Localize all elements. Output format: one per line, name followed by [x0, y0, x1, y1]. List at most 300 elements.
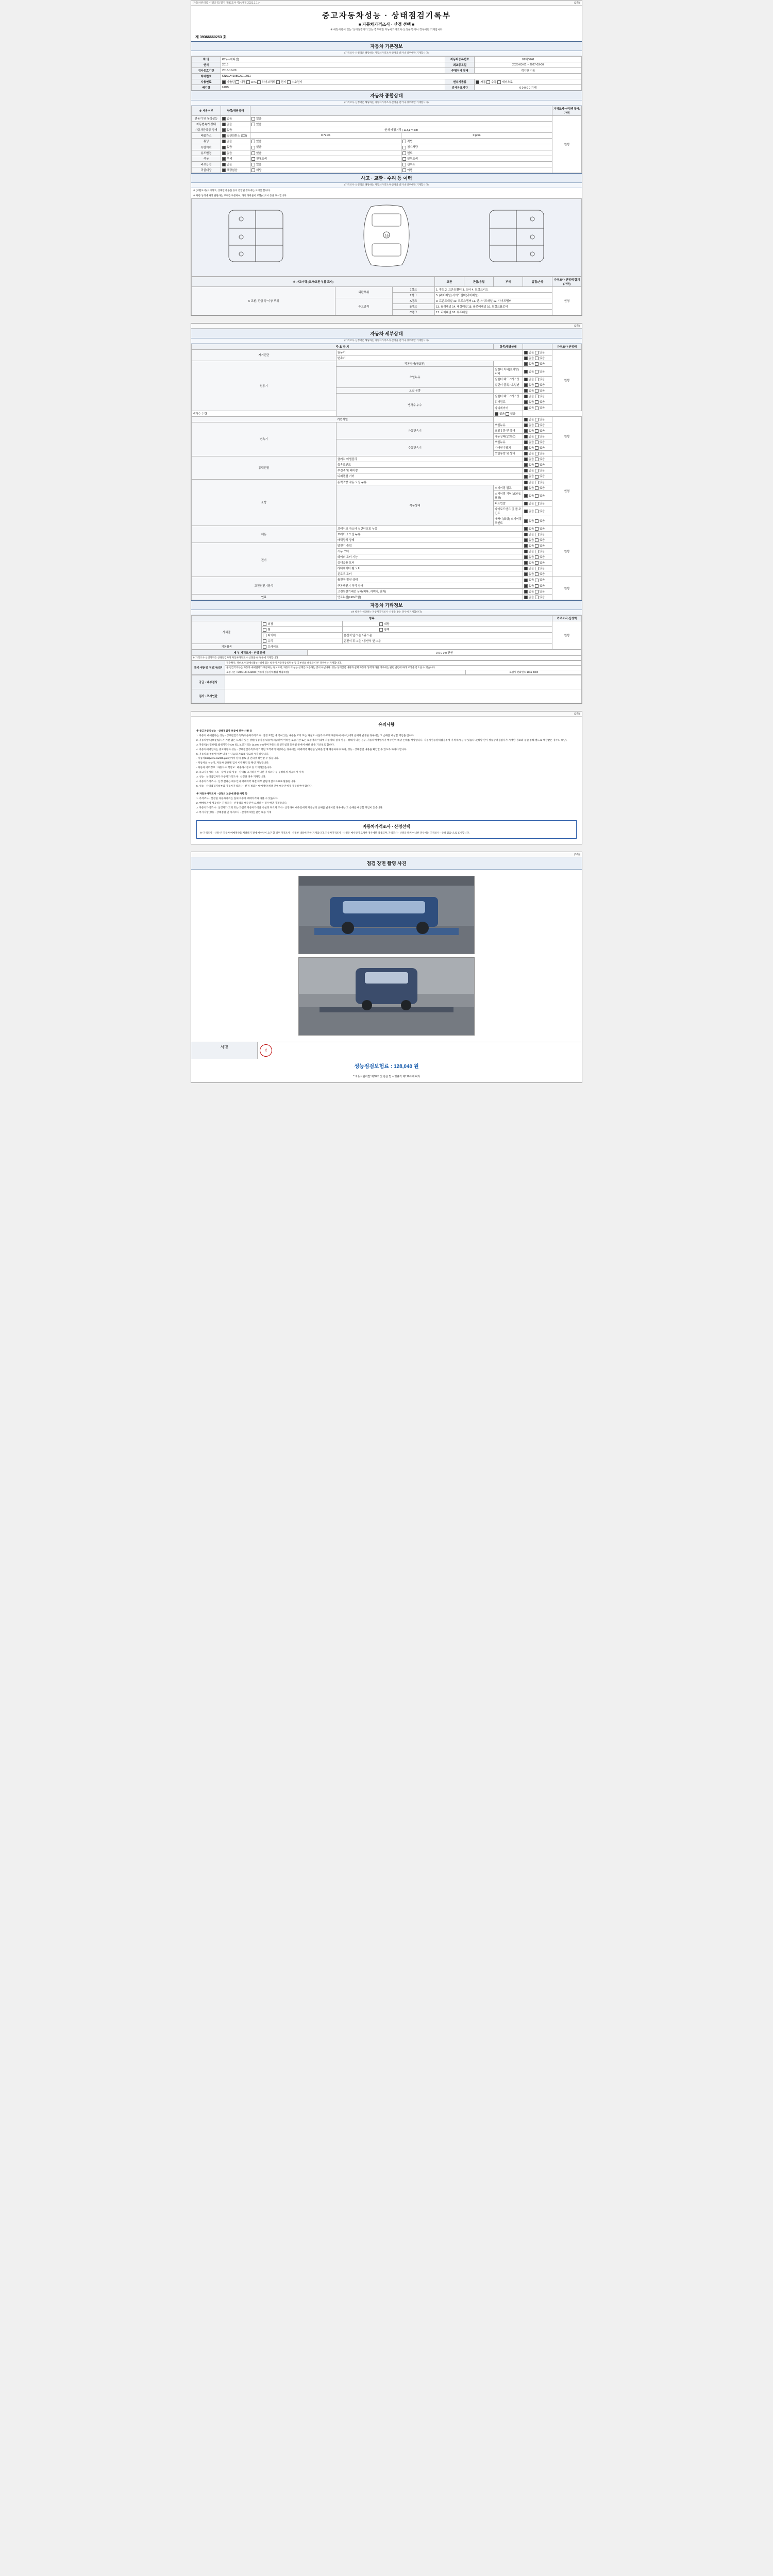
checkbox-c[interactable]: [402, 163, 406, 166]
row-opt-c[interactable]: 이행: [401, 167, 552, 173]
table-row-fuel: [192, 79, 582, 85]
notice-item: 3. 자동차[신길보행] 범위기간은 (30 일), 보증거리는 (2,000 km)이며 자동차의 인도일과 등록일 중에서 빠른 날을 기산일로 합니다.: [196, 743, 334, 747]
legend-col-a: 흠집/손상: [523, 277, 552, 286]
status-cell[interactable]: 없음 있음: [523, 560, 552, 566]
car-damage-diagram: [191, 198, 582, 277]
rank-1: 1랭크: [392, 286, 434, 292]
item-name: 구동축전지 격리 상태: [336, 583, 523, 588]
checkbox-exists[interactable]: [535, 550, 539, 553]
stamp-icon: 인: [260, 1044, 272, 1057]
status-cell[interactable]: 없음 있음: [523, 399, 552, 405]
table-row: [192, 349, 582, 355]
transmission-options[interactable]: [475, 79, 582, 85]
notice-item: 4. 자동차매매업자는 중고자동차 성능 · 상태점검기록부에 기재된 고객에게 제공하는 경우에는 ‘매매계약 체결한 날짜를 함께 제공하여야 하며, 성능 · 상태점검 내용을 확인할 수 있도록 하여야 합니다.: [196, 748, 407, 751]
checkbox-c[interactable]: [402, 151, 406, 155]
checkbox-none[interactable]: [524, 584, 528, 588]
status-cell[interactable]: 없음 있음: [523, 462, 552, 468]
row-label-2: 변속기종류: [445, 79, 475, 85]
status-cell[interactable]: 없음 있음: [523, 473, 552, 479]
etc-item-a[interactable]: 외장: [262, 621, 342, 626]
footer-note: * ‘자동차관리법’ 제58조 및 같은 법 시행규칙 제120조에 따라: [352, 1075, 421, 1079]
checkbox-none[interactable]: [524, 550, 528, 553]
checkbox-exists[interactable]: [535, 440, 539, 444]
sheet-3: [191, 711, 582, 844]
status-cell[interactable]: 없음 있음: [523, 422, 552, 428]
status-cell[interactable]: 없음 있음: [523, 588, 552, 594]
status-cell[interactable]: 없음 있음: [523, 531, 552, 537]
checkbox-etc[interactable]: [263, 634, 266, 637]
row-key: 전동기 및 동력성능: [192, 116, 221, 122]
emission-co: 일산화탄소 (CO): [221, 133, 250, 139]
docno-value: 39366660253: [199, 36, 222, 39]
signature-table: [191, 675, 582, 703]
checkbox-exists[interactable]: [535, 446, 539, 450]
checkbox-b[interactable]: [251, 140, 255, 143]
checkbox-exists[interactable]: [535, 463, 539, 467]
status-cell[interactable]: 없음 있음: [523, 377, 552, 382]
checkbox-none[interactable]: [524, 590, 528, 594]
status-cell[interactable]: 없음 있음: [523, 349, 552, 355]
checkbox-exists[interactable]: [535, 351, 539, 354]
detail-price-cell-4: 원형: [552, 526, 582, 577]
checkbox-etc[interactable]: [263, 628, 266, 632]
body-items-2: 5. (쿼터패널) 사이드멤버(리어패널): [435, 292, 552, 298]
checkbox-a[interactable]: [222, 146, 226, 149]
checkbox-a[interactable]: [222, 117, 226, 121]
checkbox-exists[interactable]: [535, 423, 539, 427]
status-cell[interactable]: 없음 있음: [523, 367, 552, 377]
sub-name: 오일누유: [336, 367, 493, 388]
status-cell[interactable]: 없음 있음: [523, 468, 552, 473]
group-name: 원동기: [192, 361, 337, 411]
status-cell[interactable]: 없음 있음: [494, 411, 523, 416]
etc-col-item: 항목: [192, 615, 552, 621]
status-cell[interactable]: 없음 있음: [523, 451, 552, 456]
checkbox-none[interactable]: [524, 383, 528, 387]
checkbox-none[interactable]: [524, 544, 528, 548]
sheet-3-page: (3쪽): [574, 713, 580, 716]
legend-col-x: 교환: [435, 277, 464, 286]
item-name: 동력조향 작동 오일 누유: [336, 479, 523, 485]
checkbox-none[interactable]: [524, 494, 528, 498]
checkbox-co[interactable]: [222, 134, 226, 138]
checkbox-a[interactable]: [222, 123, 226, 126]
checkbox-etc[interactable]: [263, 622, 266, 626]
checkbox-exists[interactable]: [535, 510, 539, 513]
checkbox-etc[interactable]: [379, 622, 383, 626]
checkbox-exists[interactable]: [535, 538, 539, 542]
row-opt-c[interactable]: 일부도색: [401, 156, 552, 161]
checkbox-none[interactable]: [524, 351, 528, 354]
item-name: 냉각수 수량: [192, 411, 337, 416]
item-name: 추진축 및 베어링: [336, 468, 523, 473]
sub-name: 오일 유량: [336, 388, 493, 394]
row-key: 배출가스: [192, 133, 221, 139]
photos-section-title: 점검 장면 촬영 사진: [191, 857, 582, 870]
table-header-row: [192, 277, 582, 286]
notice-item: 5. 성능 · 상태점검기록부와 자동차가격조사 · 산정 결과는 매매계약 체결 전에 매수인에게 제공하여야 합니다.: [196, 785, 313, 788]
col-state: 항목/해당상태: [221, 106, 250, 116]
checkbox-exists[interactable]: [535, 435, 539, 438]
row-opt-a[interactable]: 없음: [221, 150, 250, 156]
status-cell[interactable]: 없음 있음: [523, 479, 552, 485]
checkbox-exists[interactable]: [535, 370, 539, 374]
checkbox-none[interactable]: [524, 389, 528, 393]
row-opt-c[interactable]: 적법: [401, 139, 552, 144]
checkbox-exists[interactable]: [535, 486, 539, 490]
etc-group: 사외품: [192, 621, 262, 643]
status-cell[interactable]: 없음 있음: [523, 526, 552, 531]
checkbox-a[interactable]: [222, 151, 226, 155]
checkbox-exists[interactable]: [535, 457, 539, 461]
status-cell[interactable]: 없음 있음: [523, 428, 552, 433]
table-row: [192, 621, 582, 626]
status-cell[interactable]: 없음 있음: [523, 439, 552, 445]
status-cell[interactable]: 없음 있음: [523, 594, 552, 600]
inspector-sign-area[interactable]: [225, 689, 582, 703]
group-name: 자기진단: [192, 349, 337, 361]
checkbox-none[interactable]: [524, 378, 528, 381]
row-opt-a[interactable]: 무색: [221, 156, 250, 161]
row-opt-a[interactable]: 없음: [221, 122, 250, 127]
checkbox-exists[interactable]: [535, 475, 539, 479]
checkbox-none[interactable]: [524, 440, 528, 444]
item-name: [494, 388, 523, 394]
checkbox-c[interactable]: [402, 146, 406, 149]
row-label: 배기량: [192, 85, 221, 91]
checkbox-none[interactable]: [524, 452, 528, 455]
notice-item: 3. 성능 · 상태점검자가 자동차가격조사 · 산정한 경우 기재합니다.: [196, 776, 266, 779]
checkbox-a[interactable]: [222, 163, 226, 166]
checkbox-exists[interactable]: [535, 572, 539, 576]
checkbox-exists[interactable]: [535, 452, 539, 455]
status-cell[interactable]: 없음 있음: [523, 490, 552, 500]
checkbox-none[interactable]: [524, 370, 528, 374]
etc-item-a[interactable]: 휠: [262, 626, 342, 632]
checkbox-none[interactable]: [524, 502, 528, 505]
checkbox-none[interactable]: [524, 519, 528, 523]
checkbox-none[interactable]: [524, 567, 528, 570]
row-opt-a[interactable]: 해당없음: [221, 167, 250, 173]
legend-col-c: 부식: [494, 277, 523, 286]
row-opt-a[interactable]: 없음: [221, 139, 250, 144]
status-cell[interactable]: 없음 있음: [523, 394, 552, 399]
checkbox-fuel-2[interactable]: [246, 80, 250, 84]
row-opt-b[interactable]: 전체도색: [250, 156, 401, 161]
checkbox-exists[interactable]: [535, 429, 539, 433]
checkbox-none[interactable]: [524, 475, 528, 479]
checkbox-exists[interactable]: [506, 412, 509, 416]
status-cell[interactable]: 없음 있음: [523, 571, 552, 577]
row-value-2: 0 0 0 0 0 기재: [475, 85, 582, 91]
col-main-device: 주 요 장 치: [192, 344, 494, 349]
row-opt-b[interactable]: 있음: [250, 150, 401, 156]
table-row: [192, 161, 582, 167]
checkbox-none[interactable]: [524, 510, 528, 513]
checkbox-exists[interactable]: [535, 357, 539, 360]
page-subtitle: ■ 자동차가격조사 · 산정 선택 ■: [358, 22, 415, 27]
checkbox-exists[interactable]: [535, 561, 539, 565]
row-opt-a[interactable]: 없음: [221, 127, 250, 133]
section-basic-note: (가격조사·산정액은 해당하는 자동차가격조사·산정을 받거나 경우에만 기재합니다): [191, 51, 582, 56]
status-cell[interactable]: 없음 있음: [523, 549, 552, 554]
checkbox-exists[interactable]: [535, 544, 539, 548]
checkbox-none[interactable]: [524, 429, 528, 433]
row-opt-a[interactable]: 없음: [221, 116, 250, 122]
checkbox-trans-2[interactable]: [497, 80, 501, 84]
emission-co-value: 0.721%: [250, 133, 401, 139]
checkbox-exists[interactable]: [535, 469, 539, 472]
row-value-2: 01허0048: [475, 57, 582, 62]
checkbox-a[interactable]: [222, 168, 226, 172]
checkbox-exists[interactable]: [535, 494, 539, 498]
checkbox-none[interactable]: [524, 561, 528, 565]
legend-title: ※ 사고이력 (교차/교환 부품 표시): [192, 277, 435, 286]
car-top-svg: [348, 202, 425, 269]
form-reference: 자동차관리법 시행규칙 [별지 제82호서식] <개정 2021.1.1.>: [193, 2, 260, 5]
checkbox-b[interactable]: [251, 168, 255, 172]
row-opt-c[interactable]: 선루프: [401, 161, 552, 167]
status-cell[interactable]: 없음 있음: [523, 583, 552, 588]
sheet-1-topbar: [191, 1, 582, 6]
checkbox-fuel-0[interactable]: [222, 80, 226, 84]
status-cell[interactable]: 없음 있음: [523, 388, 552, 394]
checkbox-b[interactable]: [251, 151, 255, 155]
checkbox-none[interactable]: [495, 412, 498, 416]
checkbox-none[interactable]: [524, 406, 528, 410]
item-name: 오일누유: [494, 439, 523, 445]
checkbox-exists[interactable]: [535, 590, 539, 594]
notice-item: 2. 자동차양도(보증)임시가 기간 없는 오래가 있는 상황(성능점검 내용에 제공하여 어떠한 보증기간 또는 보증거리 이내에 자동차의 실제 성능 · 상태가 다른 경우, 자동차매매업자가 매수인이 해당 손해를 배상합니다. 자동차성능상태점검부에 기재 하시길 수 있습니다(해당 인이 성능상태점검자가 기재한 정보와 동일 통해 별도로 배상받는 경우도 해당).: [196, 739, 567, 742]
checkbox-exists[interactable]: [535, 579, 539, 582]
checkbox-fuel-3[interactable]: [257, 80, 261, 84]
checkbox-none[interactable]: [524, 423, 528, 427]
item-name: 실린더 헤드 / 개스킷: [494, 394, 523, 399]
etc-item-a[interactable]: 유리: [262, 638, 342, 643]
special-label: 특기사항 및 점검자의견: [192, 661, 225, 675]
row-label-2: 주행거리 상태: [445, 68, 475, 74]
checkbox-exists[interactable]: [535, 481, 539, 484]
item-name: 윈도우 모터: [336, 571, 523, 577]
row-value: 2016: [221, 62, 445, 68]
etc-item-c[interactable]: 광택: [378, 626, 552, 632]
checkbox-none[interactable]: [524, 486, 528, 490]
checkbox-exists[interactable]: [535, 389, 539, 393]
table-row: [192, 656, 582, 660]
checkbox-none[interactable]: [524, 400, 528, 404]
checkbox-exists[interactable]: [535, 502, 539, 505]
sub-name: 작동상태(공회전): [336, 361, 493, 367]
seller-sign-area[interactable]: [225, 675, 582, 689]
emission-hc-value: 0 ppm: [401, 133, 552, 139]
checkbox-exists[interactable]: [535, 406, 539, 410]
status-cell[interactable]: 없음 있음: [523, 566, 552, 571]
status-cell[interactable]: 없음 있음: [523, 361, 552, 367]
checkbox-none[interactable]: [524, 435, 528, 438]
etc-item-a[interactable]: 타이어: [262, 632, 342, 638]
checkbox-trans-1[interactable]: [486, 80, 490, 84]
row-label-2: 최초등록일: [445, 62, 475, 68]
status-cell[interactable]: 없음 있음: [523, 516, 552, 526]
checkbox-exists[interactable]: [535, 519, 539, 523]
checkbox-none[interactable]: [524, 555, 528, 559]
checkbox-etc[interactable]: [263, 639, 266, 643]
status-cell[interactable]: 없음 있음: [523, 554, 552, 560]
status-cell[interactable]: 없음 있음: [523, 382, 552, 388]
status-cell[interactable]: 없음 있음: [523, 543, 552, 548]
sub-name: 작동상태: [336, 485, 493, 526]
checkbox-none[interactable]: [524, 418, 528, 421]
status-cell[interactable]: 없음 있음: [523, 405, 552, 411]
checkbox-none[interactable]: [524, 538, 528, 542]
table-header-row: [192, 344, 582, 349]
row-opt-a[interactable]: 없음: [221, 161, 250, 167]
etc-item-c[interactable]: 내장: [378, 621, 552, 626]
checkbox-b[interactable]: [251, 157, 255, 161]
checkbox-a[interactable]: [222, 140, 226, 143]
table-row: [192, 167, 582, 173]
checkbox-fuel-4[interactable]: [276, 80, 280, 84]
checkbox-none[interactable]: [524, 395, 528, 398]
row-opt-c[interactable]: 침수차량: [401, 144, 552, 150]
checkbox-none[interactable]: [524, 457, 528, 461]
checkbox-none[interactable]: [524, 463, 528, 467]
checkbox-b[interactable]: [251, 117, 255, 121]
item-name: 실내송풍 모터: [336, 560, 523, 566]
status-cell[interactable]: 없음 있음: [523, 416, 552, 422]
status-cell[interactable]: 없음 있음: [523, 537, 552, 543]
checkbox-none[interactable]: [524, 596, 528, 599]
checkbox-b[interactable]: [251, 123, 255, 126]
row-opt-c[interactable]: 렌트: [401, 150, 552, 156]
item-name: 타이로드엔드 및 볼 조인트: [494, 506, 523, 516]
row-opt-b[interactable]: 있음: [250, 144, 401, 150]
checkbox-none[interactable]: [524, 572, 528, 576]
sub-name: 수동변속기: [336, 439, 493, 456]
sub-name: 자동변속기: [336, 422, 493, 439]
status-cell[interactable]: 없음 있음: [523, 433, 552, 439]
checkbox-exists[interactable]: [535, 378, 539, 381]
sheet-2-topbar: [191, 324, 582, 329]
col-status: [523, 344, 552, 349]
checkbox-fuel-5[interactable]: [287, 80, 291, 84]
section-accident-title: 사고 · 교환 · 수리 등 이력: [191, 173, 582, 183]
status-cell[interactable]: 없음 있음: [523, 506, 552, 516]
etc-item-a[interactable]: 브레이크: [262, 644, 552, 650]
checkbox-exists[interactable]: [535, 400, 539, 404]
notice-item: 4. 자동차가격조사 · 산정 결과는 매수인의 매매계약 체결 여부 판단에 참고자료로 활용됩니다.: [196, 781, 296, 784]
checkbox-none[interactable]: [524, 357, 528, 360]
section-basic-title: 자동차 기본정보: [191, 41, 582, 51]
col-use: ※ 사용여부: [192, 106, 221, 116]
row-label-2: 자동차등록번호: [445, 57, 475, 62]
status-cell[interactable]: 없음 있음: [523, 355, 552, 361]
checkbox-c[interactable]: [402, 168, 406, 172]
table-row: [192, 661, 582, 666]
sheet-4-topbar: [191, 852, 582, 857]
item-name: 실린더 커버(로커암) 커버: [494, 367, 523, 377]
row-opt-a[interactable]: 없음: [221, 144, 250, 150]
checkbox-etc[interactable]: [379, 628, 383, 632]
table-row: [192, 144, 582, 150]
checkbox-exists[interactable]: [535, 395, 539, 398]
checkbox-exists[interactable]: [535, 567, 539, 570]
checkbox-exists[interactable]: [535, 555, 539, 559]
status-cell[interactable]: 없음 있음: [523, 500, 552, 506]
checkbox-a[interactable]: [222, 157, 226, 161]
checkbox-exists[interactable]: [535, 418, 539, 421]
checkbox-none[interactable]: [524, 579, 528, 582]
checkbox-exists[interactable]: [535, 383, 539, 387]
sign-area[interactable]: [258, 1042, 582, 1059]
checkbox-exists[interactable]: [535, 362, 539, 366]
checkbox-b[interactable]: [251, 146, 255, 149]
item-name: 브레이크 오일 누유: [336, 531, 523, 537]
checkbox-none[interactable]: [524, 527, 528, 531]
item-name: 피트먼암: [494, 500, 523, 506]
etc-item-b: [342, 626, 378, 632]
checkbox-exists[interactable]: [535, 596, 539, 599]
checkbox-none[interactable]: [524, 362, 528, 366]
checkbox-b[interactable]: [251, 163, 255, 166]
part-3: 3. 도어: [462, 288, 471, 292]
basic-info-table: [191, 56, 582, 91]
checkbox-none[interactable]: [524, 446, 528, 450]
status-cell[interactable]: 없음 있음: [523, 577, 552, 583]
checkbox-exists[interactable]: [535, 533, 539, 536]
item-common-rail: 커먼레일: [192, 416, 494, 422]
item-name: 스티어링 펌프: [494, 485, 523, 490]
checkbox-none[interactable]: [524, 469, 528, 472]
checkbox-etc[interactable]: [263, 645, 266, 649]
table-row: [192, 479, 582, 485]
notice-item-2: 2. 매매업자에 제공하는 가격조사 · 산정액을 매수인이 요청하는 경우에만 기재합니다.: [196, 802, 288, 805]
etc-price-cell: 원형: [552, 621, 582, 649]
row-opt-b[interactable]: 있음: [250, 122, 552, 127]
checkbox-none[interactable]: [524, 533, 528, 536]
checkbox-none[interactable]: [524, 481, 528, 484]
fuel-options[interactable]: [221, 79, 445, 85]
checkbox-exists[interactable]: [535, 584, 539, 588]
item-name: 등속조인트: [336, 462, 523, 468]
checkbox-fuel-1[interactable]: [236, 80, 239, 84]
checkbox-exists[interactable]: [535, 527, 539, 531]
checkbox-a[interactable]: [222, 128, 226, 132]
opinion-head: 점수확인, 정비조사(상세내용) 사례에 있는 항목이 자동차등록원부 등 공부상의 내용과 다른 경우에는 기재합니다.: [225, 661, 582, 666]
row-opt-b[interactable]: 있음: [250, 161, 401, 167]
table-row: [192, 577, 582, 583]
checkbox-trans-0[interactable]: [476, 80, 479, 84]
notice-item-2: 1. 가격조사 · 산정한 자동차가격은 실제 자동차 매매가격과 다를 수 있습니다.: [196, 798, 279, 801]
sheet-4: [191, 852, 582, 1083]
status-cell[interactable]: 없음 있음: [523, 445, 552, 451]
phone-label: 보험사 전화번호: [509, 671, 526, 674]
status-cell[interactable]: 없음 있음: [523, 485, 552, 490]
notice-item-2: 3. 자동차가격조사 · 산정자가 고의 또는 과실로 자동차가격을 사실과 다르게 조사 · 산정하여 매수인에게 재산상의 손해를 발생시킨 경우에는 그 손해를 배상할 책임이 있습니다.: [196, 806, 383, 809]
row-opt-b[interactable]: 있음: [250, 139, 401, 144]
checkbox-c[interactable]: [402, 157, 406, 161]
status-cell[interactable]: 없음 있음: [523, 456, 552, 462]
table-row: [192, 150, 582, 156]
checkbox-c[interactable]: [402, 140, 406, 143]
fee-value: 128,040 원: [393, 1064, 419, 1070]
notice-item: 2. 중고자동차의 구조 · 장치 등의 성능 · 상태를 고지하지 아니한 가격조사 등 공정하게 제공하여 기재: [196, 771, 304, 774]
detail-price-cell-2: 원형: [552, 416, 582, 456]
item-name: 오일유량 및 상태: [494, 451, 523, 456]
row-key: 주요옵션: [192, 161, 221, 167]
row-opt-b[interactable]: 해당: [250, 167, 401, 173]
row-opt-b[interactable]: 있음: [250, 116, 552, 122]
